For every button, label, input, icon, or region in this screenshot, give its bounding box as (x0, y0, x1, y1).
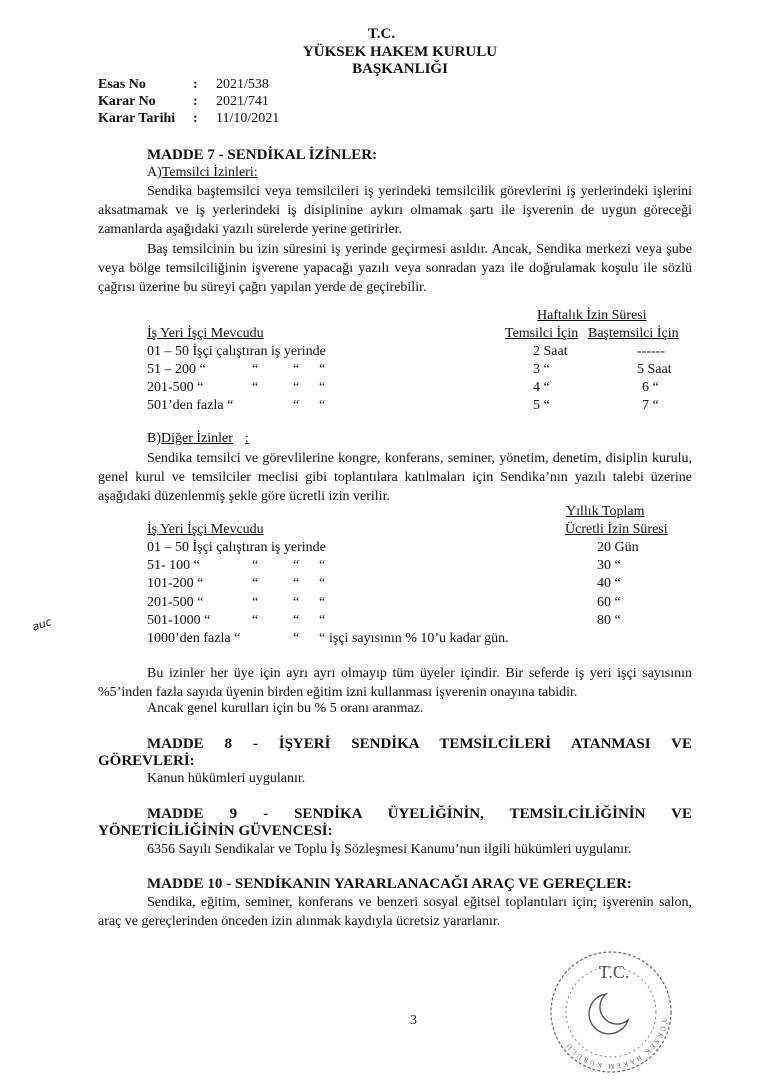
table1-row2-temsilci: 3 “ (533, 362, 550, 377)
table2-row3-size: 101-200 “ (147, 576, 204, 591)
stamp-center-text: T.C. (598, 962, 630, 982)
ditto-mark: “ (319, 398, 326, 413)
table1-row1-size: 01 – 50 İşçi çalıştıran iş yerinde (147, 344, 326, 359)
meta-label-karar: Karar No (98, 94, 156, 109)
ditto-mark: “ (319, 558, 326, 573)
madde7-b-paragraph1: Sendika temsilci ve görevlilerine kongre, konferans, seminer, yönetim, denetim, disiplin kurulu, genel kurul ve temsilciler meclisi gibi toplantılara katılmaları için Sendika’nın yazılı talebi üzerine aşağıdaki düzenlenmiş şekle göre ücretli izin verilir. (98, 451, 692, 504)
ditto-mark: “ (319, 595, 326, 610)
table2-row2-size: 51- 100 “ (147, 558, 200, 573)
table1-row3-temsilci: 4 “ (533, 380, 550, 395)
ditto-mark: “ (293, 398, 300, 413)
madde7-b-heading (147, 431, 249, 447)
madde7-b-title: Diğer İzinler (161, 431, 233, 446)
madde7-a-paragraph2: Baş temsilcinin bu izin süresini iş yerinde geçirmesi asıldır. Ancak, Sendika merkezi veya şube veya bölge temsilciliğinin işverene yapacağı yazılı veya sonradan yazı ile doğrulamak koşulu ile sözlü çağrısı üzerine bu süreyi çağrı yapılan yerde de geçirebilir. (98, 242, 692, 295)
table1-col-temsilci: Temsilci İçin (505, 326, 579, 341)
official-stamp (536, 940, 676, 1075)
table1-head-right: Haftalık İzin Süresi (537, 308, 647, 323)
meta-colon: : (193, 77, 198, 92)
page-number: 3 (410, 1013, 417, 1028)
table1-row4-size: 501’den fazla “ (147, 398, 234, 413)
madde7-b-paragraph2: Bu izinler her üye için ayrı ayrı olmayıp tüm üyeler içindir. Bir seferde iş yeri işçi sayısının %5’inden fazla sayıda üyenin birden eğitim izni kullanması işverenin onayına tabidir. (98, 666, 692, 700)
table2-row1-size: 01 – 50 İşçi çalıştıran iş yerinde (147, 540, 326, 555)
ditto-mark: “ (252, 558, 259, 573)
ditto-mark: “ (293, 631, 300, 646)
table1-row4-temsilci: 5 “ (533, 398, 550, 413)
meta-label-tarih: Karar Tarihi (98, 111, 176, 126)
ditto-mark: “ (293, 558, 300, 573)
table2-row5-size: 501-1000 “ (147, 613, 211, 628)
ditto-mark: “ (252, 613, 259, 628)
ditto-mark: “ (293, 613, 300, 628)
table1-row1-temsilci: 2 Saat (533, 344, 568, 359)
ditto-mark: “ (319, 362, 326, 377)
madde8-title-line2: GÖREVLERİ: (98, 753, 195, 769)
madde8-title-line1: MADDE 8 - İŞYERİ SENDİKA TEMSİLCİLERİ ATANMASI VE (147, 736, 692, 752)
madde10-title: MADDE 10 - SENDİKANIN YARARLANACAĞI ARAÇ VE GEREÇLER: (147, 876, 632, 892)
madde7-b-colon: : (244, 431, 249, 446)
table1-row3-size: 201-500 “ (147, 380, 204, 395)
header-presidency: BAŞKANLIĞI (352, 61, 448, 77)
header-tc: T.C. (367, 26, 396, 42)
table2-row6-value: işçi sayısının % 10’u kadar gün. (329, 631, 509, 646)
ditto-mark: “ (252, 595, 259, 610)
ditto-mark: “ (252, 380, 259, 395)
table1-row1-bas: ------ (637, 344, 665, 359)
meta-value-karar: 2021/741 (216, 94, 269, 109)
table2-row5-value: 80 “ (597, 613, 621, 628)
madde7-a-prefix: A) (147, 165, 162, 180)
table2-row2-value: 30 “ (597, 558, 621, 573)
ditto-mark: “ (319, 613, 326, 628)
ditto-mark: “ (252, 576, 259, 591)
madde7-title: MADDE 7 - SENDİKAL İZİNLER: (147, 147, 378, 163)
table1-row4-bas: 7 “ (642, 398, 659, 413)
ditto-mark: “ (293, 595, 300, 610)
madde10-body: Sendika, eğitim, seminer, konferans ve benzeri sosyal eğitsel toplantıları için; işverenin salon, araç ve gereçlerinden önceden izin alınmak kaydıyla ücretsiz yararlanır. (98, 895, 692, 929)
ditto-mark: “ (252, 362, 259, 377)
madde9-title-line2: YÖNETİCİLİĞİNİN GÜVENCESİ: (98, 823, 333, 839)
ditto-mark: “ (319, 576, 326, 591)
table2-col-size: İş Yeri İşçi Mevcudu (147, 522, 264, 537)
meta-value-tarih: 11/10/2021 (216, 111, 280, 126)
margin-handwritten-note: auc (30, 615, 54, 634)
madde7-a-title: Temsilci İzinleri: (161, 165, 258, 180)
ditto-mark: “ (293, 362, 300, 377)
table1-row2-size: 51 – 200 “ (147, 362, 206, 377)
ditto-mark: “ (293, 576, 300, 591)
ditto-mark: “ (293, 380, 300, 395)
table1-row2-bas: 5 Saat (637, 362, 672, 377)
meta-value-esas: 2021/538 (216, 77, 269, 92)
table2-row4-size: 201-500 “ (147, 595, 204, 610)
meta-colon: : (193, 94, 198, 109)
ditto-mark: “ (319, 631, 326, 646)
madde7-a-paragraph1: Sendika baştemsilci veya temsilcileri iş yerindeki temsilcilik görevlerini iş yerlerindeki işlerini aksatmamak ve iş yerlerindeki iş disiplinine aykırı olmamak şartı ile işverenin de uygun göreceği zamanlarda aşağıdaki yazılı sürelerde yerine getirirler. (98, 184, 692, 237)
madde7-a-heading (147, 165, 258, 181)
table2-row4-value: 60 “ (597, 595, 621, 610)
madde7-b-prefix: B) (147, 431, 161, 446)
madde9-title-line1: MADDE 9 - SENDİKA ÜYELİĞİNİN, TEMSİLCİLİĞİNİN VE (147, 806, 692, 822)
table2-head-right-1: Yıllık Toplam (566, 504, 645, 519)
stamp-crescent (589, 994, 628, 1034)
madde9-body: 6356 Sayılı Sendikalar ve Toplu İş Sözleşmesi Kanunu’nun ilgili hükümleri uygulanır. (147, 842, 632, 857)
table2-row3-value: 40 “ (597, 576, 621, 591)
table1-col-bas: Baştemsilci İçin (588, 326, 679, 341)
stamp-ring-text: YÜKSEK HAKEM KURULU (563, 1018, 669, 1071)
madde7-b-paragraph3: Ancak genel kurulları için bu % 5 oranı aranmaz. (147, 701, 424, 716)
header-institution: YÜKSEK HAKEM KURULU (302, 44, 498, 60)
table2-head-right-2: Ücretli İzin Süresi (565, 522, 668, 537)
meta-label-esas: Esas No (98, 77, 146, 92)
table2-row1-value: 20 Gün (597, 540, 639, 555)
table1-row3-bas: 6 “ (642, 380, 659, 395)
madde8-body: Kanun hükümleri uygulanır. (147, 771, 306, 786)
meta-colon: : (193, 111, 198, 126)
table1-col-size: İş Yeri İşçi Mevcudu (147, 326, 264, 341)
table2-row6-size: 1000’den fazla “ (147, 631, 241, 646)
ditto-mark: “ (319, 380, 326, 395)
